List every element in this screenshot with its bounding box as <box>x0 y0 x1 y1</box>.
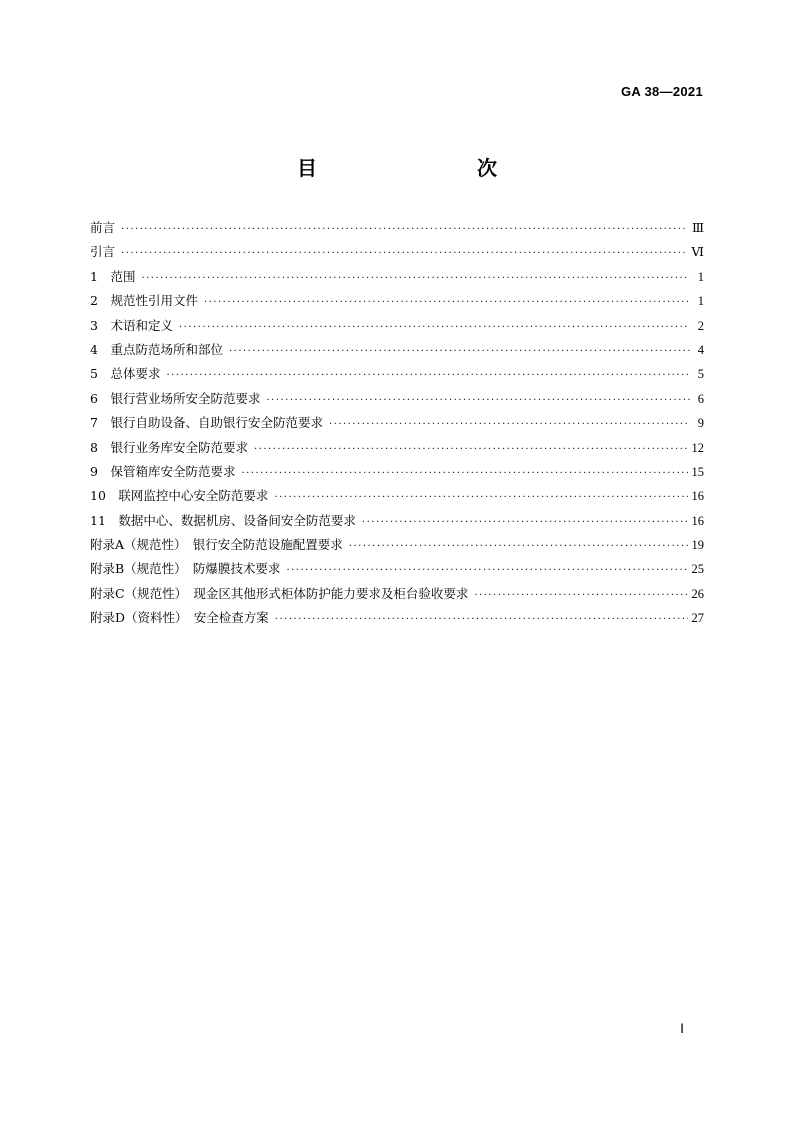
toc-entry-label: 10 联网监控中心安全防范要求 <box>90 488 269 504</box>
toc-entry-page: Ⅲ <box>691 221 704 235</box>
page-number: Ⅰ <box>680 1021 684 1036</box>
toc-leader-dots <box>349 535 688 559</box>
toc-entry-foreword[interactable] <box>90 216 704 240</box>
toc-leader-dots <box>204 291 690 315</box>
toc-entry-page: 25 <box>691 562 704 577</box>
toc-leader-dots <box>254 438 688 462</box>
toc-leader-dots <box>275 608 688 632</box>
toc-entry-page: 2 <box>697 318 704 333</box>
toc-leader-dots <box>166 364 690 388</box>
toc-entry-label: 8 银行业务库安全防范要求 <box>90 439 248 455</box>
toc-entry-page: 1 <box>697 294 704 309</box>
toc-entry-page: 1 <box>697 269 704 284</box>
toc-entry-page: 16 <box>691 513 704 528</box>
toc-entry-label: 附录B（规范性） 防爆膜技术要求 <box>90 561 281 577</box>
toc-entry-label: 7 银行自助设备、自助银行安全防范要求 <box>90 415 323 431</box>
toc-entry-page: 27 <box>691 611 704 626</box>
toc-entry-4[interactable] <box>90 338 704 362</box>
toc-entry-page: 5 <box>697 367 704 382</box>
toc-entry-label: 3 术语和定义 <box>90 317 173 333</box>
toc-leader-dots <box>329 413 690 437</box>
toc-entry-page: 19 <box>691 538 704 553</box>
toc-entry-label: 附录C（规范性） 现金区其他形式柜体防护能力要求及柜台验收要求 <box>90 585 469 601</box>
toc-entry-page: Ⅵ <box>691 245 704 260</box>
toc-entry-3[interactable] <box>90 314 704 338</box>
toc-entry-label: 附录A（规范性） 银行安全防范设施配置要求 <box>90 537 343 553</box>
toc-entry-introduction[interactable] <box>90 240 704 264</box>
toc-leader-dots <box>121 218 688 242</box>
toc-entry-appendix-a[interactable] <box>90 533 704 557</box>
toc-entry-label: 9 保管箱库安全防范要求 <box>90 463 236 479</box>
toc-leader-dots <box>286 559 687 583</box>
toc-entry-appendix-d[interactable] <box>90 606 704 630</box>
toc-leader-dots <box>141 267 690 291</box>
toc-entry-label: 5 总体要求 <box>90 366 161 382</box>
toc-entry-5[interactable] <box>90 362 704 386</box>
page-title: 目 次 <box>297 156 537 180</box>
toc-entry-11[interactable] <box>90 509 704 533</box>
toc-entry-appendix-b[interactable] <box>90 557 704 581</box>
toc-entry-8[interactable] <box>90 436 704 460</box>
toc-entry-page: 9 <box>697 416 704 431</box>
toc-entry-1[interactable] <box>90 265 704 289</box>
toc-leader-dots <box>121 242 687 266</box>
toc-entry-2[interactable] <box>90 289 704 313</box>
toc-leader-dots <box>274 486 687 510</box>
toc-entry-page: 6 <box>697 391 704 406</box>
toc-entry-page: 4 <box>697 342 704 357</box>
toc-entry-9[interactable] <box>90 460 704 484</box>
toc-entry-label: 前言 <box>90 220 116 235</box>
toc-entry-6[interactable] <box>90 387 704 411</box>
toc-leader-dots <box>474 584 687 608</box>
toc-entry-label: 6 银行营业场所安全防范要求 <box>90 390 261 406</box>
toc-leader-dots <box>179 316 690 340</box>
table-of-contents <box>90 216 704 631</box>
toc-entry-label: 2 规范性引用文件 <box>90 293 198 309</box>
toc-entry-page: 12 <box>691 440 704 455</box>
toc-leader-dots <box>229 340 690 364</box>
toc-leader-dots <box>241 462 687 486</box>
toc-leader-dots <box>362 511 688 535</box>
toc-entry-label: 1 范围 <box>90 268 136 284</box>
toc-leader-dots <box>266 389 690 413</box>
toc-entry-label: 引言 <box>90 244 116 260</box>
toc-entry-label: 附录D（资料性） 安全检查方案 <box>90 610 269 626</box>
toc-entry-page: 16 <box>691 489 704 504</box>
toc-entry-page: 15 <box>691 464 704 479</box>
toc-entry-page: 26 <box>691 586 704 601</box>
toc-entry-appendix-c[interactable] <box>90 582 704 606</box>
toc-entry-label: 11 数据中心、数据机房、设备间安全防范要求 <box>90 512 356 528</box>
toc-entry-10[interactable] <box>90 484 704 508</box>
toc-entry-label: 4 重点防范场所和部位 <box>90 341 223 357</box>
toc-entry-7[interactable] <box>90 411 704 435</box>
standard-number: GA 38—2021 <box>620 84 703 99</box>
